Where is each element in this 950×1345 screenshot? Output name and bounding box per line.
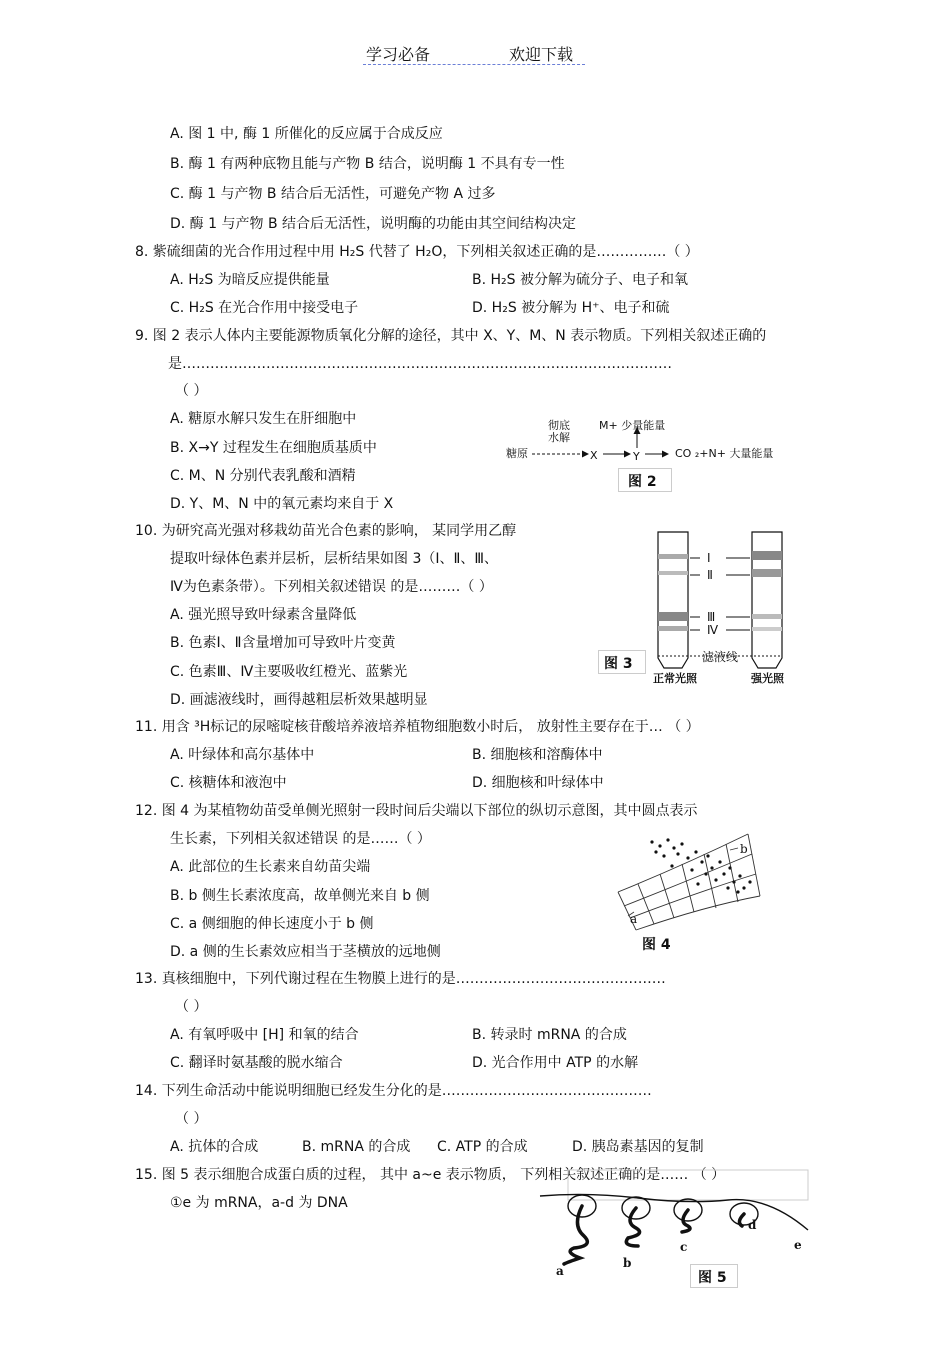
q10-option-b: B. 色素Ⅰ、Ⅱ含量增加可导致叶片变黄 (170, 635, 396, 651)
fig3-band-2: Ⅱ (707, 568, 713, 582)
q12-option-d: D. a 侧的生长素效应相当于茎横放的远地侧 (170, 944, 441, 960)
q9-stem-2: 是…………………………………………………………………………………………… (168, 356, 672, 372)
q8-stem: 8. 紫硫细菌的光合作用过程中用 H₂S 代替了 H₂O，下列相关叙述正确的是……………（ ） (135, 244, 699, 260)
figure-3 (596, 528, 806, 688)
fig2-caption: 图 2 (628, 474, 657, 490)
q9-stem: 9. 图 2 表示人体内主要能源物质氧化分解的途径，其中 X、Y、M、N 表示物质。下列相关叙述正确的 (135, 328, 767, 344)
q14-option-c: C. ATP 的合成 (437, 1139, 528, 1155)
q7-option-c: C. 酶 1 与产物 B 结合后无活性，可避免产物 A 过多 (170, 186, 496, 202)
q9-paren: （ ） (175, 383, 208, 399)
q13-option-b: B. 转录时 mRNA 的合成 (472, 1027, 627, 1043)
fig4-auxin-dots (650, 838, 751, 893)
fig2-co2-label: CO ₂+N+ 大量能量 (675, 447, 774, 460)
q7-option-d: D. 酶 1 与产物 B 结合后无活性，说明酶的功能由其空间结构决定 (170, 216, 576, 232)
fig2-hydrolysis: 彻底水解 (548, 419, 570, 444)
q11-option-c: C. 核糖体和液泡中 (170, 775, 287, 791)
q10-stem-3: Ⅳ为色素条带）。下列相关叙述错误 的是………（ ） (170, 579, 493, 595)
fig4-caption: 图 4 (642, 937, 671, 953)
q11-option-d: D. 细胞核和叶绿体中 (472, 775, 604, 791)
q13-option-d: D. 光合作用中 ATP 的水解 (472, 1055, 639, 1071)
q13-paren: （ ） (175, 999, 208, 1015)
q13-option-a: A. 有氧呼吸中 [H] 和氧的结合 (170, 1027, 359, 1043)
fig2-glycogen: 糖原 (506, 447, 528, 460)
q7-option-b: B. 酶 1 有两种底物且能与产物 B 结合，说明酶 1 不具有专一性 (170, 156, 565, 172)
q10-option-c: C. 色素Ⅲ、Ⅳ主要吸收红橙光、蓝紫光 (170, 664, 408, 680)
fig3-band-4: Ⅳ (707, 623, 719, 637)
q13-stem: 13. 真核细胞中，下列代谢过程在生物膜上进行的是……………………………………… (135, 971, 666, 987)
fig3-filter-line: 滤液线 (702, 650, 739, 664)
q8-option-d: D. H₂S 被分解为 H⁺、电子和硫 (472, 300, 670, 316)
q14-stem: 14. 下列生命活动中能说明细胞已经发生分化的是……………………………………… (135, 1083, 652, 1099)
figure-2 (500, 412, 780, 492)
header-underline (363, 64, 585, 65)
q9-option-d: D. Y、M、N 中的氧元素均来自于 X (170, 496, 394, 512)
fig2-y: Y (633, 450, 640, 463)
fig4-label-b: b (740, 842, 748, 856)
fig3-right-label: 强光照 (751, 672, 784, 685)
q10-stem: 10. 为研究高光强对移栽幼苗光合色素的影响， 某同学用乙醇 (135, 523, 517, 539)
figure-5-diagram (528, 1166, 818, 1266)
fig3-band-1: Ⅰ (707, 551, 711, 565)
q14-option-d: D. 胰岛素基因的复制 (572, 1139, 704, 1155)
q8-option-b: B. H₂S 被分解为硫分子、电子和氧 (472, 272, 688, 288)
figure-4 (612, 826, 772, 956)
fig3-left-label: 正常光照 (653, 672, 697, 685)
q14-option-a: A. 抗体的合成 (170, 1139, 259, 1155)
header-right: 欢迎下载 (509, 45, 574, 64)
q8-option-a: A. H₂S 为暗反应提供能量 (170, 272, 330, 288)
fig2-m-label: M+ 少量能量 (599, 419, 666, 432)
q12-stem: 12. 图 4 为某植物幼苗受单侧光照射一段时间后尖端以下部位的纵切示意图，其中圆点表示 (135, 803, 698, 819)
q12-option-b: B. b 侧生长素浓度高，故单侧光来自 b 侧 (170, 888, 430, 904)
fig5-label-d: d (748, 1218, 757, 1232)
fig3-caption: 图 3 (604, 656, 633, 672)
fig3-band-3: Ⅲ (707, 610, 716, 624)
q9-option-b: B. X→Y 过程发生在细胞质基质中 (170, 440, 377, 456)
fig5-label-e: e (794, 1238, 802, 1252)
q10-stem-2: 提取叶绿体色素并层析，层析结果如图 3（Ⅰ、Ⅱ、Ⅲ、 (170, 551, 499, 567)
q10-option-d: D. 画滤液线时，画得越粗层析效果越明显 (170, 692, 428, 708)
q9-option-c: C. M、N 分别代表乳酸和酒精 (170, 468, 356, 484)
header-left: 学习必备 (366, 45, 431, 64)
q9-option-a: A. 糖原水解只发生在肝细胞中 (170, 411, 357, 427)
fig5-label-c: c (680, 1240, 688, 1254)
q11-stem: 11. 用含 ³H标记的尿嘧啶核苷酸培养液培养植物细胞数小时后， 放射性主要存在于… （ ） (135, 719, 700, 735)
q14-option-b: B. mRNA 的合成 (302, 1139, 411, 1155)
q8-option-c: C. H₂S 在光合作用中接受电子 (170, 300, 359, 316)
q12-option-a: A. 此部位的生长素来自幼苗尖端 (170, 859, 371, 875)
q12-stem-2: 生长素，下列相关叙述错误 的是……（ ） (170, 831, 431, 847)
figure-5 (528, 1166, 818, 1290)
fig5-label-b: b (623, 1256, 632, 1270)
q11-option-a: A. 叶绿体和高尔基体中 (170, 747, 315, 763)
fig2-x: X (590, 449, 598, 462)
fig4-label-a: a (630, 912, 638, 926)
q15-statement-1: ①e 为 mRNA，a-d 为 DNA (170, 1195, 348, 1211)
q14-paren: （ ） (175, 1111, 208, 1127)
q10-option-a: A. 强光照导致叶绿素含量降低 (170, 607, 357, 623)
q11-option-b: B. 细胞核和溶酶体中 (472, 747, 603, 763)
q12-option-c: C. a 侧细胞的伸长速度小于 b 侧 (170, 916, 374, 932)
fig5-caption: 图 5 (698, 1270, 727, 1286)
q15-stem: 15. 图 5 表示细胞合成蛋白质的过程， 其中 a~e 表示物质， 下列相关叙述正确的是…… （ ） (135, 1167, 726, 1183)
fig5-label-a: a (556, 1264, 564, 1278)
q13-option-c: C. 翻译时氨基酸的脱水缩合 (170, 1055, 343, 1071)
q7-option-a: A. 图 1 中, 酶 1 所催化的反应属于合成反应 (170, 126, 443, 142)
